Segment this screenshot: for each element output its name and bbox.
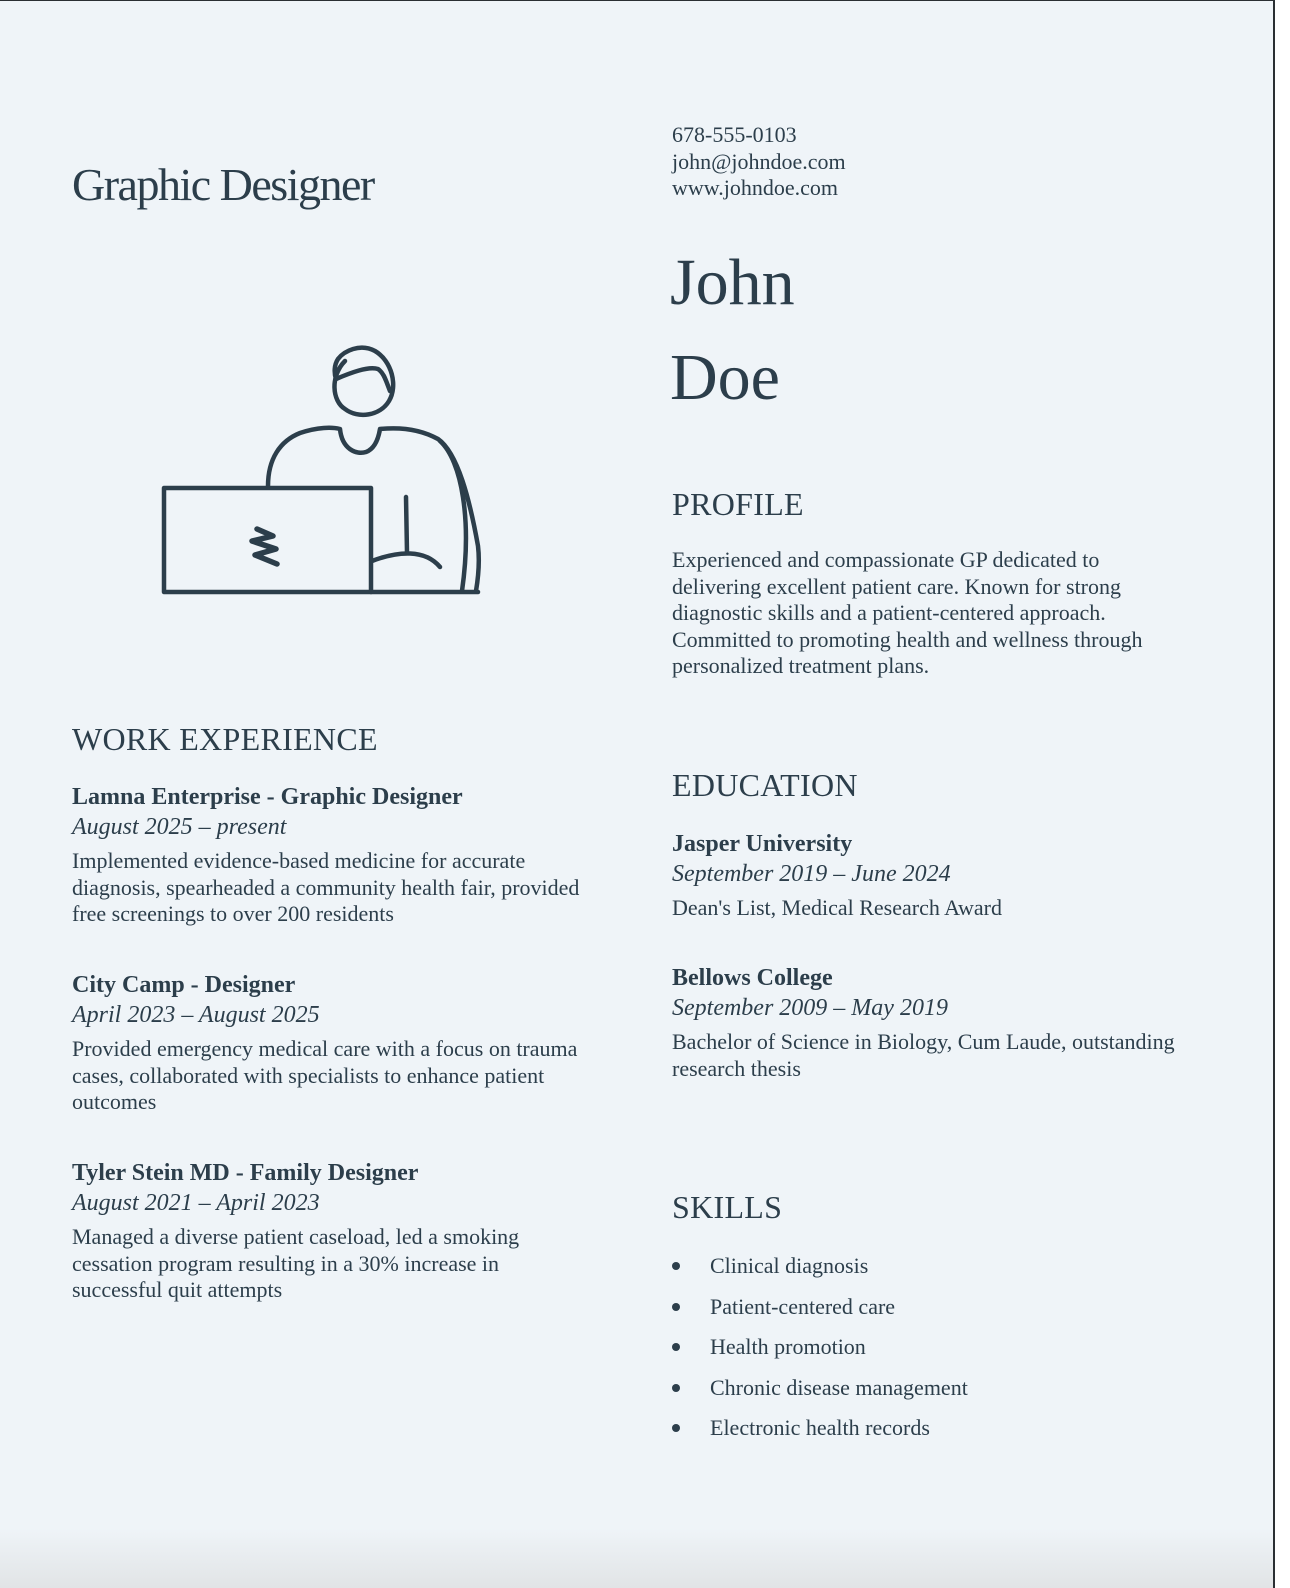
- bullet-icon: [672, 1424, 680, 1432]
- skill-label: Electronic health records: [710, 1415, 930, 1440]
- chair-outline: [440, 441, 466, 591]
- skill-item: [672, 1246, 968, 1287]
- website-url: www.johndoe.com: [672, 175, 838, 200]
- job-dates: April 2023 – August 2025: [72, 1002, 320, 1028]
- skills-heading: SKILLS: [672, 1189, 783, 1225]
- profile-heading: PROFILE: [672, 486, 804, 522]
- skill-item: [672, 1287, 968, 1328]
- phone-number: 678-555-0103: [672, 122, 797, 147]
- skill-item: [672, 1368, 968, 1409]
- skill-label: Chronic disease management: [710, 1374, 968, 1400]
- skill-label: Health promotion: [710, 1334, 866, 1359]
- job-role-title: Graphic Designer: [72, 159, 374, 210]
- job-entry: [72, 970, 592, 1116]
- bullet-icon: [672, 1384, 680, 1392]
- school-dates: September 2019 – June 2024: [672, 861, 951, 887]
- job-description: Implemented evidence-based medicine for accurate diagnosis, spearheaded a community health fair, provided free screenings to over 200 residents: [72, 848, 580, 926]
- person-at-laptop-icon: [160, 341, 490, 601]
- bullet-icon: [672, 1303, 680, 1311]
- contact-info: [672, 122, 846, 202]
- job-dates: August 2025 – present: [72, 814, 287, 840]
- job-entry: [72, 1158, 592, 1304]
- job-title: City Camp - Designer: [72, 972, 296, 998]
- skill-item: [672, 1327, 968, 1368]
- school-entry: [672, 963, 1182, 1082]
- job-description: Managed a diverse patient caseload, led a smoking cessation program resulting in a 30% increase in successful quit attempts: [72, 1224, 520, 1302]
- job-title: Tyler Stein MD - Family Designer: [72, 1160, 419, 1186]
- profile-text: Experienced and compassionate GP dedicated to delivering excellent patient care. Known for strong diagnostic skills and a patient-centered approach. Committed to promoting health and wellness through personalized treatment plans.: [672, 547, 1143, 678]
- school-entry: [672, 829, 1182, 922]
- skill-label: Patient-centered care: [710, 1293, 896, 1319]
- bullet-icon: [672, 1343, 680, 1351]
- school-name: Jasper University: [672, 831, 853, 857]
- school-dates: September 2009 – May 2019: [672, 995, 948, 1021]
- job-dates: August 2021 – April 2023: [72, 1190, 320, 1216]
- laptop-logo: [252, 529, 277, 564]
- last-name: Doe: [670, 341, 780, 414]
- education-heading: EDUCATION: [672, 767, 858, 803]
- bullet-icon: [672, 1262, 680, 1270]
- job-entry: [72, 782, 592, 928]
- email-address: john@johndoe.com: [672, 148, 846, 174]
- school-details: Dean's List, Medical Research Award: [672, 895, 1002, 920]
- school-details: Bachelor of Science in Biology, Cum Laude, outstanding research thesis: [672, 1029, 1175, 1081]
- work-experience-heading: WORK EXPERIENCE: [72, 721, 378, 757]
- arm-outline: [372, 497, 440, 567]
- hair-outline: [336, 368, 390, 391]
- job-title: Lamna Enterprise - Graphic Designer: [72, 784, 463, 810]
- first-name: John: [670, 246, 795, 319]
- skill-item: [672, 1408, 968, 1449]
- skill-label: Clinical diagnosis: [710, 1253, 869, 1278]
- school-name: Bellows College: [672, 965, 833, 991]
- page-bottom-shadow: [0, 1528, 1273, 1588]
- job-description: Provided emergency medical care with a focus on trauma cases, collaborated with specialists to enhance patient outcomes: [72, 1036, 578, 1114]
- skills-list: [672, 1246, 968, 1449]
